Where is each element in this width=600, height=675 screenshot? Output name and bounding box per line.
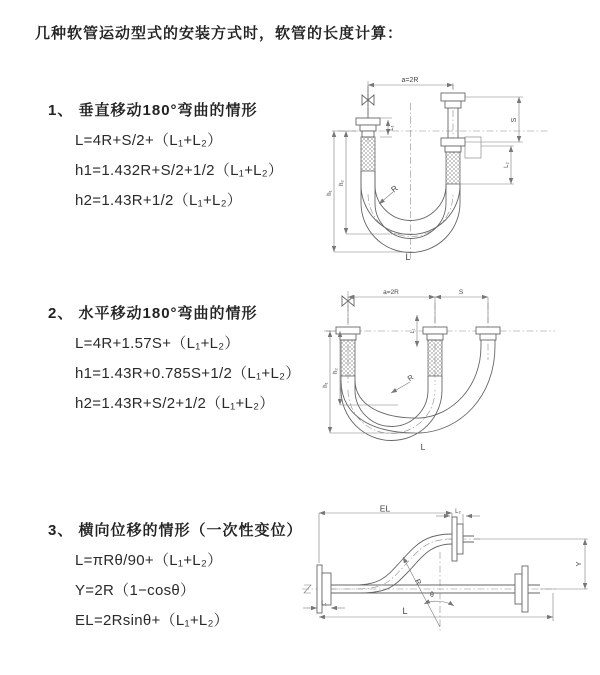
section-3-heading: 3、 横向位移的情形（一次性变位） xyxy=(48,522,303,539)
section-2-formula-L: L=4R+1.57S+（L₁+L₂） xyxy=(75,335,240,352)
section-2 xyxy=(48,303,301,423)
dim-label-l1: L₁ xyxy=(410,328,416,334)
section-1 xyxy=(48,100,283,220)
diagram-lateral-displacement xyxy=(300,505,600,665)
hose-centerline xyxy=(331,539,452,589)
dim-label-s: S xyxy=(458,289,464,296)
diagram-vertical-movement xyxy=(318,73,578,263)
middle-flange-assembly xyxy=(423,327,447,376)
dim-label-h2: h₂ xyxy=(333,368,339,374)
section-3-formula-L: L=πRθ/90+（L₁+L₂） xyxy=(75,552,223,569)
braided-hose-middle xyxy=(428,340,442,376)
length-label: L xyxy=(402,606,408,616)
page-title: 几种软管运动型式的安装方式时，软管的长度计算： xyxy=(35,25,404,42)
section-3 xyxy=(48,520,303,640)
hose-s-curve xyxy=(331,534,452,593)
radius-label: R xyxy=(389,183,400,195)
section-1-heading: 1、 垂直移动180°弯曲的情形 xyxy=(48,102,258,119)
length-label: L xyxy=(405,252,411,262)
angle-label: θ xyxy=(430,592,434,599)
section-2-heading: 2、 水平移动180°弯曲的情形 xyxy=(48,305,258,322)
radius-line xyxy=(403,557,440,627)
radius-label: R xyxy=(405,372,416,384)
section-1-formula-h1: h1=1.432R+S/2+1/2（L₁+L₂） xyxy=(75,162,284,179)
dim-label-h1: h₁ xyxy=(323,382,329,388)
length-label: L xyxy=(420,442,426,452)
dim-label-l2: L₂ xyxy=(504,162,510,168)
dim-label-y: Y xyxy=(574,561,583,567)
dimensions xyxy=(303,513,588,621)
dim-label-h1: h₁ xyxy=(327,190,333,196)
braided-hose-left xyxy=(341,340,355,376)
dim-label-a2r: a=2R xyxy=(401,77,419,84)
left-flange-assembly xyxy=(336,327,360,376)
geometry-construction xyxy=(403,557,454,627)
section-1-formula-h2: h2=1.43R+1/2（L₁+L₂） xyxy=(75,192,243,209)
dim-label-l1: L₁ xyxy=(389,125,395,131)
support-plate xyxy=(465,137,481,158)
section-3-formula-Y: Y=2R（1−cosθ） xyxy=(75,582,196,599)
section-2-formula-h1: h1=1.43R+0.785S+1/2（L₁+L₂） xyxy=(75,365,301,382)
dim-label-a2r: a=2R xyxy=(383,289,399,296)
dim-label-l2: L₂ xyxy=(455,509,461,515)
hose-u-bend xyxy=(341,346,495,441)
right-flange-assembly xyxy=(441,93,481,184)
right-flange-assembly xyxy=(476,327,500,346)
dim-label-s: S xyxy=(511,117,518,123)
section-3-formula-EL: EL=2Rsinθ+（L₁+L₂） xyxy=(75,612,229,629)
section-1-formula-L: L=4R+S/2+（L₁+L₂） xyxy=(75,132,223,149)
left-flange-assembly xyxy=(356,118,380,171)
dim-label-h2: h₂ xyxy=(339,180,345,186)
radius-label: R xyxy=(412,577,424,587)
dim-label-el: EL xyxy=(379,505,391,514)
diagram-horizontal-movement xyxy=(320,285,600,455)
braided-hose-right xyxy=(446,152,460,184)
dim-label-l1: L₁ xyxy=(321,601,327,607)
braided-hose-left xyxy=(361,137,375,171)
section-2-formula-h2: h2=1.43R+S/2+1/2（L₁+L₂） xyxy=(75,395,275,412)
